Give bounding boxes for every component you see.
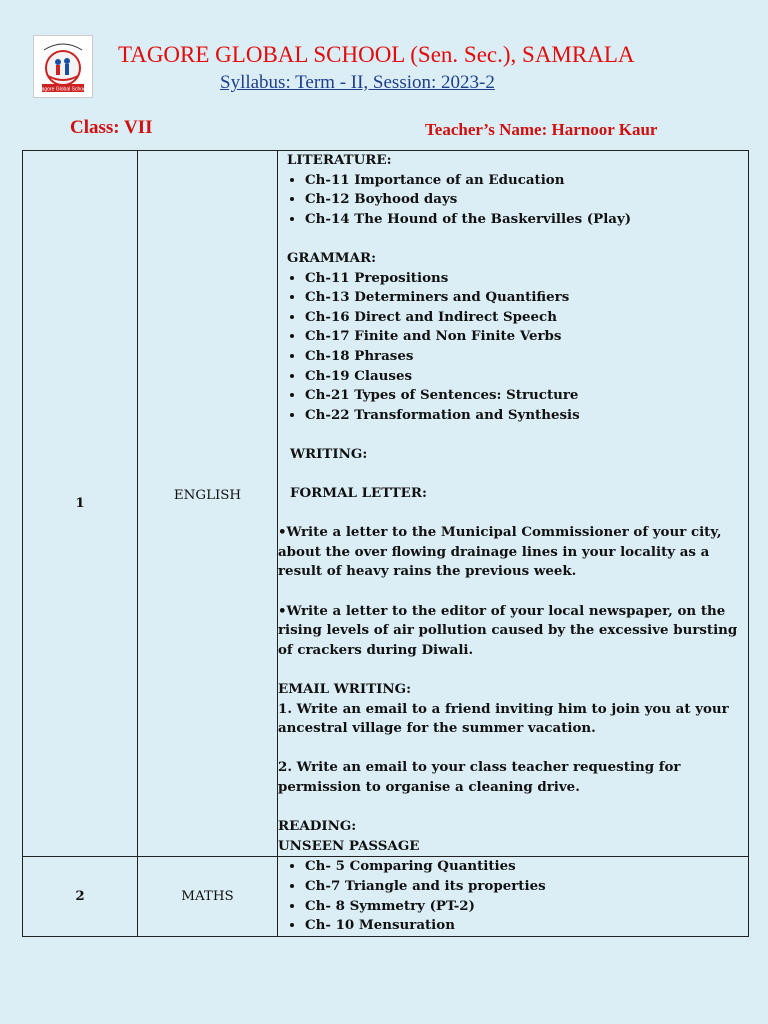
row-number: 1 <box>23 151 138 857</box>
maths-list <box>278 857 748 935</box>
table-row <box>23 151 749 857</box>
reading-item: UNSEEN PASSAGE <box>278 837 420 854</box>
list-item: • Ch-18 Phrases <box>305 347 748 367</box>
syllabus-table <box>22 150 749 937</box>
letter-task-2: •Write a letter to the editor of your local newspaper, on the rising levels of air pollution caused by the excessive bursting of crackers during Diwali. <box>278 602 738 658</box>
class-label: Class: VII <box>70 117 153 138</box>
writing-title: WRITING: <box>290 445 368 462</box>
formal-letter-title: FORMAL LETTER: <box>290 485 427 502</box>
list-item: • Ch-11 Importance of an Education <box>305 171 748 191</box>
list-item: • Ch-11 Prepositions <box>305 269 748 289</box>
list-item: • Ch-14 The Hound of the Baskervilles (Play) <box>305 210 748 230</box>
teacher-name: Teacher’s Name: Harnoor Kaur <box>425 120 658 139</box>
list-item: • Ch- 10 Mensuration <box>305 916 748 936</box>
list-item: • Ch- 5 Comparing Quantities <box>305 857 748 877</box>
email-title: EMAIL WRITING: <box>278 681 412 698</box>
reading-title: READING: <box>278 818 357 835</box>
grammar-list <box>278 269 748 426</box>
list-item: • Ch- 8 Symmetry (PT-2) <box>305 897 748 917</box>
table-row <box>23 857 749 936</box>
list-item: • Ch-21 Types of Sentences: Structure <box>305 386 748 406</box>
subject-content <box>278 151 749 857</box>
email-task-2: 2. Write an email to your class teacher requesting for permission to organise a cleaning drive. <box>278 759 681 795</box>
subject-name <box>138 151 278 857</box>
logo-text: Tagore Global School <box>39 86 87 93</box>
school-name: TAGORE GLOBAL SCHOOL (Sen. Sec.), SAMRALA <box>118 42 635 67</box>
email-task-1: 1. Write an email to a friend inviting him to join you at your ancestral village for the summer vacation. <box>278 700 729 737</box>
subject-name <box>138 857 278 936</box>
subject-content <box>278 857 749 936</box>
list-item: • Ch-16 Direct and Indirect Speech <box>305 308 748 328</box>
letter-task-1: •Write a letter to the Municipal Commissioner of your city, about the over flowing drainage lines in your locality as a result of heavy rains the previous week. <box>278 524 722 580</box>
list-item: • Ch-19 Clauses <box>305 367 748 387</box>
row-number: 2 <box>23 857 138 936</box>
list-item: • Ch-12 Boyhood days <box>305 190 748 210</box>
list-item: • Ch-7 Triangle and its properties <box>305 877 748 897</box>
list-item: • Ch-22 Transformation and Synthesis <box>305 406 748 426</box>
subject-label: MATHS <box>181 888 234 904</box>
subject-label: ENGLISH <box>173 487 242 503</box>
list-item: • Ch-13 Determiners and Quantifiers <box>305 288 748 308</box>
literature-title: LITERATURE: <box>287 152 392 168</box>
grammar-title: GRAMMAR: <box>287 249 377 266</box>
school-logo <box>33 35 93 98</box>
syllabus-title: Syllabus: Term - II, Session: 2023-2 <box>220 72 495 93</box>
literature-list <box>278 171 748 230</box>
list-item: • Ch-17 Finite and Non Finite Verbs <box>305 327 748 347</box>
